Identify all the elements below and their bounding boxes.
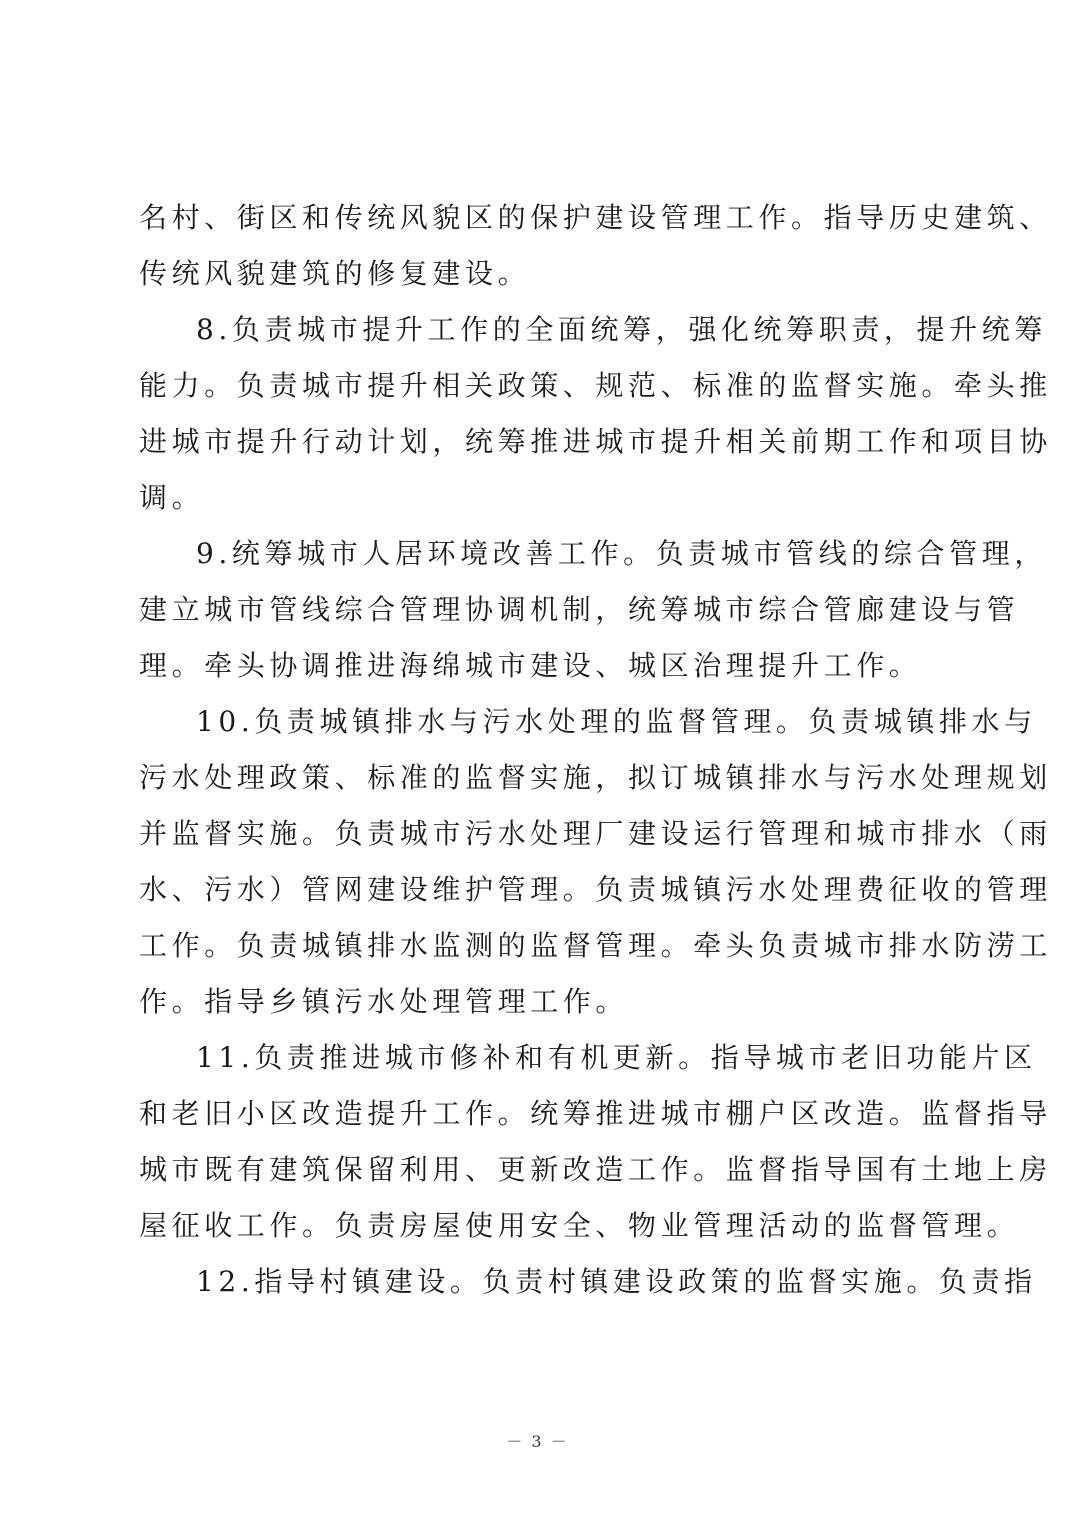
text-line-continuation: 名村、街区和传统风貌区的保护建设管理工作。指导历史建筑、: [139, 201, 1052, 234]
text-line: 进城市提升行动计划，统筹推进城市提升相关前期工作和项目协: [139, 425, 1052, 458]
item-10-first-line: 10.负责城镇排水与污水处理的监督管理。负责城镇排水与: [196, 705, 1037, 738]
text-line: 调。: [139, 481, 205, 514]
page-number: － 3 －: [506, 1432, 569, 1451]
item-12-first-line: 12.指导村镇建设。负责村镇建设政策的监督实施。负责指: [196, 1265, 1037, 1298]
item-11-first-line: 11.负责推进城市修补和有机更新。指导城市老旧功能片区: [196, 1041, 1037, 1074]
text-line: 理。牵头协调推进海绵城市建设、城区治理提升工作。: [139, 649, 922, 682]
text-line: 工作。负责城镇排水监测的监督管理。牵头负责城市排水防涝工: [139, 929, 1052, 962]
text-line: 污水处理政策、标准的监督实施，拟订城镇排水与污水处理规划: [139, 761, 1052, 794]
item-8-first-line: 8.负责城市提升工作的全面统筹，强化统筹职责，提升统筹: [196, 313, 1047, 346]
text-line: 和老旧小区改造提升工作。统筹推进城市棚户区改造。监督指导: [139, 1097, 1052, 1130]
text-line: 传统风貌建筑的修复建设。: [139, 257, 531, 290]
text-line: 并监督实施。负责城市污水处理厂建设运行管理和城市排水（雨: [139, 817, 1052, 850]
text-line: 水、污水）管网建设维护管理。负责城镇污水处理费征收的管理: [139, 873, 1052, 906]
item-9-first-line: 9.统筹城市人居环境改善工作。负责城市管线的综合管理，: [196, 537, 1047, 570]
text-line: 作。指导乡镇污水处理管理工作。: [139, 985, 629, 1018]
text-line: 建立城市管线综合管理协调机制，统筹城市综合管廊建设与管: [139, 593, 1020, 626]
text-line: 城市既有建筑保留利用、更新改造工作。监督指导国有土地上房: [139, 1153, 1052, 1186]
text-line: 屋征收工作。负责房屋使用安全、物业管理活动的监督管理。: [139, 1209, 1020, 1242]
text-line: 能力。负责城市提升相关政策、规范、标准的监督实施。牵头推: [139, 369, 1052, 402]
